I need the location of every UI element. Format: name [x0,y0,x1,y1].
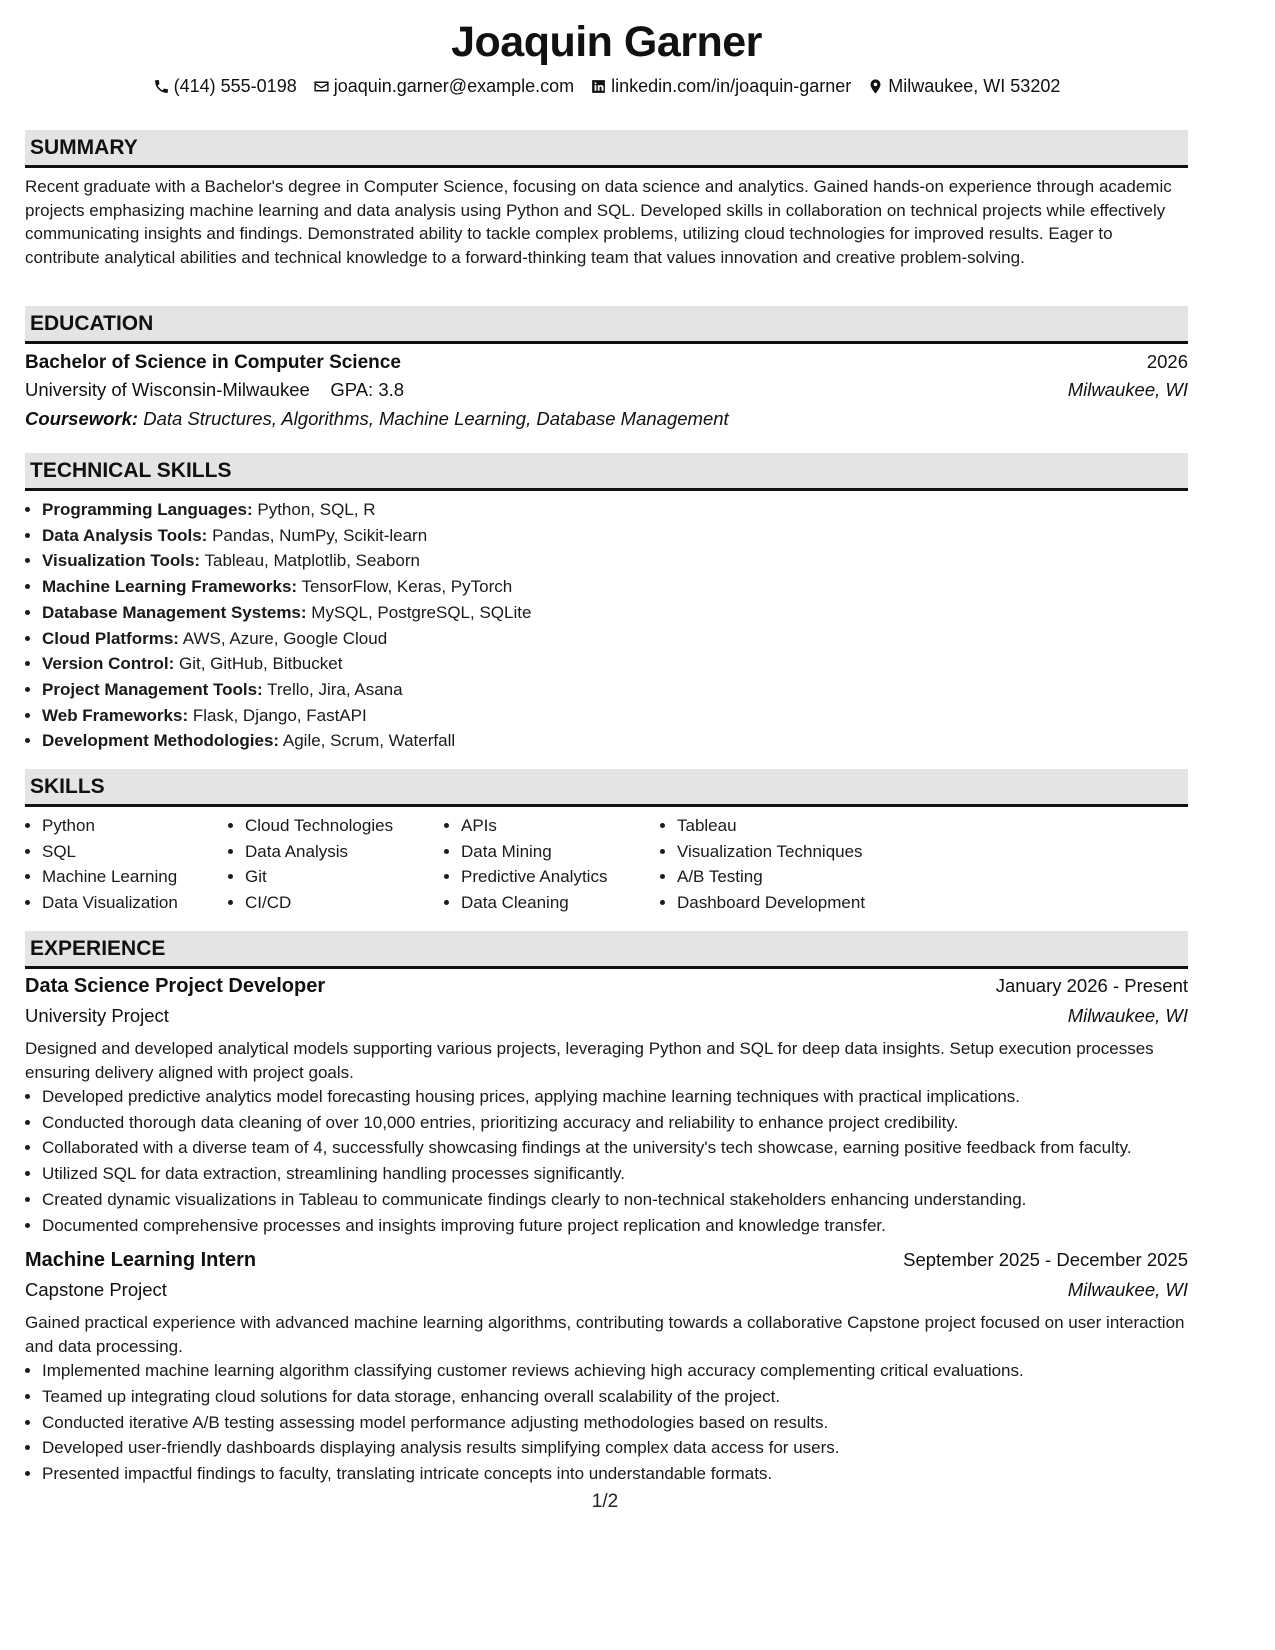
contact-phone [153,76,297,97]
skill-item: • CI/CD [245,890,444,916]
map-pin-icon [867,78,884,95]
job-bullet: • Utilized SQL for data extraction, streamlining handling processes significantly. [42,1161,1188,1187]
coursework-list: Data Structures, Algorithms, Machine Learning, Database Management [143,408,729,429]
job-bullet: • Presented impactful findings to faculty, translating intricate concepts into understandable formats. [42,1461,1188,1487]
technical-skills-list [25,497,1188,754]
envelope-icon [313,78,330,95]
job-bullet: • Conducted iterative A/B testing assessing model performance adjusting methodologies based on results. [42,1410,1188,1436]
technical-skill-item [42,626,1188,652]
technical-skill-value: TensorFlow, Keras, PyTorch [301,577,513,597]
job-bullet: • Documented comprehensive processes and insights improving future project replication and knowledge transfer. [42,1213,1188,1239]
job-role: Machine Learning Intern [25,1249,257,1272]
technical-skill-value: Tableau, Matplotlib, Seaborn [204,551,420,571]
skill-item: • Predictive Analytics [461,864,660,890]
education-section [25,306,1188,437]
skill-item: • Dashboard Development [677,890,917,916]
phone-icon [153,78,170,95]
coursework-line [25,408,1188,437]
technical-skill-label: Programming Languages: [42,500,253,519]
skill-item: • Visualization Techniques [677,839,917,865]
technical-skill-value: AWS, Azure, Google Cloud [182,628,388,648]
location-text: Milwaukee, WI 53202 [888,76,1061,96]
skill-item: • Cloud Technologies [245,813,444,839]
technical-skill-label: Development Methodologies: [42,731,280,751]
job-bullets [25,1084,1188,1238]
technical-skill-label: Web Frameworks: [42,705,189,725]
skills-column [444,813,660,916]
skill-item: • APIs [461,813,660,839]
technical-skill-value: Python, SQL, R [257,500,376,519]
coursework-label: Coursework: [25,408,139,429]
education-degree-row [25,351,1188,379]
technical-skill-value: MySQL, PostgreSQL, SQLite [311,602,532,622]
technical-skill-item [42,651,1188,677]
skills-column [660,813,917,916]
skills-columns [25,813,1188,916]
education-school-row [25,379,1188,408]
job-bullet: • Implemented machine learning algorithm classifying customer reviews achieving high accuracy complementing critical evaluations. [42,1358,1188,1384]
technical-skill-value: Git, GitHub, Bitbucket [178,654,343,674]
technical-skill-item [42,600,1188,626]
technical-skill-label: Data Analysis Tools: [42,525,208,545]
job-bullet: • Developed predictive analytics model forecasting housing prices, applying machine learning techniques with practical implications. [42,1084,1188,1110]
skills-column [228,813,444,916]
technical-skill-item [42,703,1188,729]
technical-skill-item [42,728,1188,754]
contact-linkedin[interactable] [590,76,851,97]
job-bullets [25,1358,1188,1487]
job-summary: Designed and developed analytical models supporting various projects, leveraging Python and SQL for deep data insights. Setup execution processes ensuring delivery aligned with project goals. [25,1039,1154,1082]
technical-skill-value: Trello, Jira, Asana [267,679,403,699]
degree-title: Bachelor of Science in Computer Science [25,352,401,373]
job-org-row [25,1005,1188,1034]
technical-skill-item [42,523,1188,549]
job-org: Capstone Project [25,1279,167,1301]
job-location: Milwaukee, WI [1067,1279,1188,1301]
skill-item: • Data Analysis [245,839,444,865]
skill-item: • Data Visualization [42,890,228,916]
linkedin-icon [590,78,607,95]
job-dates: September 2025 - December 2025 [903,1249,1188,1271]
phone-text: (414) 555-0198 [173,76,297,96]
technical-skill-value: Agile, Scrum, Waterfall [282,731,456,751]
technical-skills-heading: TECHNICAL SKILLS [25,453,1188,491]
skill-item: • Data Cleaning [461,890,660,916]
technical-skill-item [42,548,1188,574]
technical-skill-item [42,574,1188,600]
technical-skill-value: Flask, Django, FastAPI [192,705,367,725]
job-summary: Gained practical experience with advanced machine learning algorithms, contributing towards a collaborative Capstone project focused on user interaction and data processing. [25,1313,1185,1356]
job-title-row [25,975,1188,1005]
job-bullet: • Collaborated with a diverse team of 4, successfully showcasing findings at the university's tech showcase, earning positive feedback from faculty. [42,1135,1188,1161]
skill-item: • SQL [42,839,228,865]
summary-section [25,130,1188,269]
technical-skill-label: Cloud Platforms: [42,628,179,648]
job-org: University Project [25,1005,169,1026]
skills-section [25,769,1188,916]
skills-heading: SKILLS [25,769,1188,807]
summary-heading: SUMMARY [25,130,1188,168]
skills-column [25,813,228,916]
graduation-year: 2026 [1146,351,1188,372]
skill-item: • Git [245,864,444,890]
job-entry [25,1249,1188,1487]
school-location: Milwaukee, WI [1067,379,1188,400]
technical-skill-item [42,497,1188,523]
job-entry [25,975,1188,1238]
job-bullet: • Conducted thorough data cleaning of over 10,000 entries, prioritizing accuracy and reliability to enhance project credibility. [42,1110,1188,1136]
contact-location [867,76,1060,97]
technical-skill-label: Visualization Tools: [42,551,201,571]
summary-text: Recent graduate with a Bachelor's degree in Computer Science, focusing on data science and analytics. Gained hands-on experience through academic projects emphasizing machine learning and data analysis using Python and SQL. Developed skills in collaboration on technical projects while effectively communicating insights and findings. Demonstrated ability to tackle complex problems, utilizing cloud technologies for improved results. Eager to contribute analytical abilities and technical knowledge to a forward-thinking team that values innovation and creative problem-solving. [25,177,1172,267]
candidate-name: Joaquin Garner [451,18,762,66]
contact-bar [25,76,1188,97]
technical-skills-section [25,453,1188,754]
job-bullet: • Developed user-friendly dashboards displaying analysis results simplifying complex data access for users. [42,1435,1188,1461]
linkedin-link[interactable]: linkedin.com/in/joaquin-garner [611,76,852,96]
technical-skill-item [42,677,1188,703]
education-heading: EDUCATION [25,306,1188,344]
job-title-row [25,1249,1188,1279]
technical-skill-label: Database Management Systems: [42,602,307,622]
technical-skill-value: Pandas, NumPy, Scikit-learn [212,525,428,545]
job-org-row [25,1279,1188,1308]
experience-section [25,931,1188,1487]
page-number: 1/2 [591,1491,619,1512]
technical-skill-label: Machine Learning Frameworks: [42,577,298,597]
gpa: GPA: 3.8 [330,379,405,400]
school-name: University of Wisconsin-Milwaukee [25,379,310,400]
job-bullet: • Teamed up integrating cloud solutions for data storage, enhancing overall scalability of the project. [42,1384,1188,1410]
contact-email[interactable] [313,76,574,97]
email-link[interactable]: joaquin.garner@example.com [333,76,575,96]
skill-item: • Python [42,813,228,839]
job-dates: January 2026 - Present [995,975,1188,996]
school-info [25,379,404,401]
technical-skill-label: Version Control: [42,654,175,674]
job-bullet: • Created dynamic visualizations in Tableau to communicate findings clearly to non-technical stakeholders enhancing understanding. [42,1187,1188,1213]
skill-item: • Data Mining [461,839,660,865]
job-role: Data Science Project Developer [25,975,326,997]
skill-item: • A/B Testing [677,864,917,890]
experience-heading: EXPERIENCE [25,931,1188,969]
technical-skill-label: Project Management Tools: [42,679,263,699]
skill-item: • Tableau [677,813,917,839]
job-location: Milwaukee, WI [1067,1005,1188,1026]
skill-item: • Machine Learning [42,864,228,890]
